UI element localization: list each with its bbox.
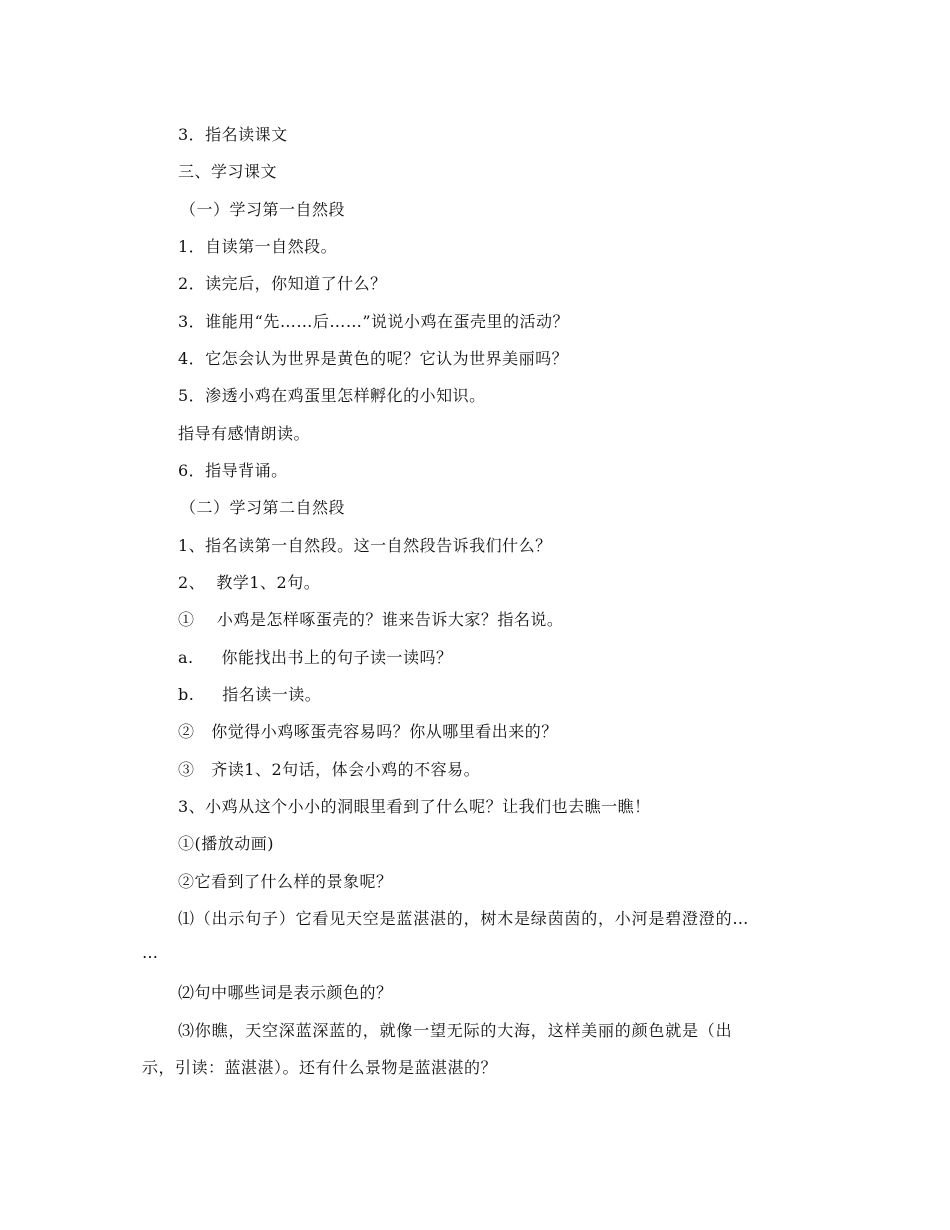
line-23: ⑵句中哪些词是表示颜色的？ [178, 983, 393, 1002]
line-1: 3．指名读课文 [178, 125, 288, 144]
line-12: 1、指名读第一自然段。这一自然段告诉我们什么？ [178, 536, 552, 555]
section-heading-3: 三、学习课文 [178, 162, 278, 181]
line-14: ① 小鸡是怎样啄蛋壳的？谁来告诉大家？指名说。 [178, 610, 564, 629]
line-22-continuation: … [142, 943, 159, 962]
line-18: ③ 齐读1、2句话，体会小鸡的不容易。 [178, 760, 481, 779]
line-13: 2、 教学1、2句。 [178, 573, 321, 592]
line-24-continuation: 示，引读：蓝湛湛）。还有什么景物是蓝湛湛的？ [142, 1058, 498, 1077]
line-9: 指导有感情朗读。 [178, 424, 311, 443]
line-6: 3．谁能用“先……后……”说说小鸡在蛋壳里的活动？ [178, 312, 570, 331]
line-10: 6．指导背诵。 [178, 461, 288, 480]
line-24: ⑶你瞧，天空深蓝深蓝的，就像一望无际的大海，这样美丽的颜色就是（出 [178, 1021, 733, 1040]
line-7: 4．它怎会认为世界是黄色的呢？它认为世界美丽吗？ [178, 349, 569, 368]
subsection-heading-1: （一）学习第一自然段 [180, 200, 346, 219]
line-21: ②它看到了什么样的景象呢？ [178, 872, 393, 891]
line-15: a. 你能找出书上的句子读一读吗？ [178, 648, 453, 667]
line-19: 3、小鸡从这个小小的洞眼里看到了什么呢？让我们也去瞧一瞧！ [178, 797, 651, 816]
line-8: 5．渗透小鸡在鸡蛋里怎样孵化的小知识。 [178, 386, 486, 405]
line-4: 1．自读第一自然段。 [178, 237, 338, 256]
line-5: 2．读完后，你知道了什么？ [178, 274, 387, 293]
line-20: ①(播放动画) [178, 834, 274, 853]
line-17: ② 你觉得小鸡啄蛋壳容易吗？你从哪里看出来的？ [178, 722, 558, 741]
line-16: b. 指名读一读。 [178, 685, 322, 704]
subsection-heading-2: （二）学习第二自然段 [180, 498, 346, 517]
line-22: ⑴（出示句子）它看见天空是蓝湛湛的，树木是绿茵茵的，小河是碧澄澄的… [178, 909, 750, 928]
